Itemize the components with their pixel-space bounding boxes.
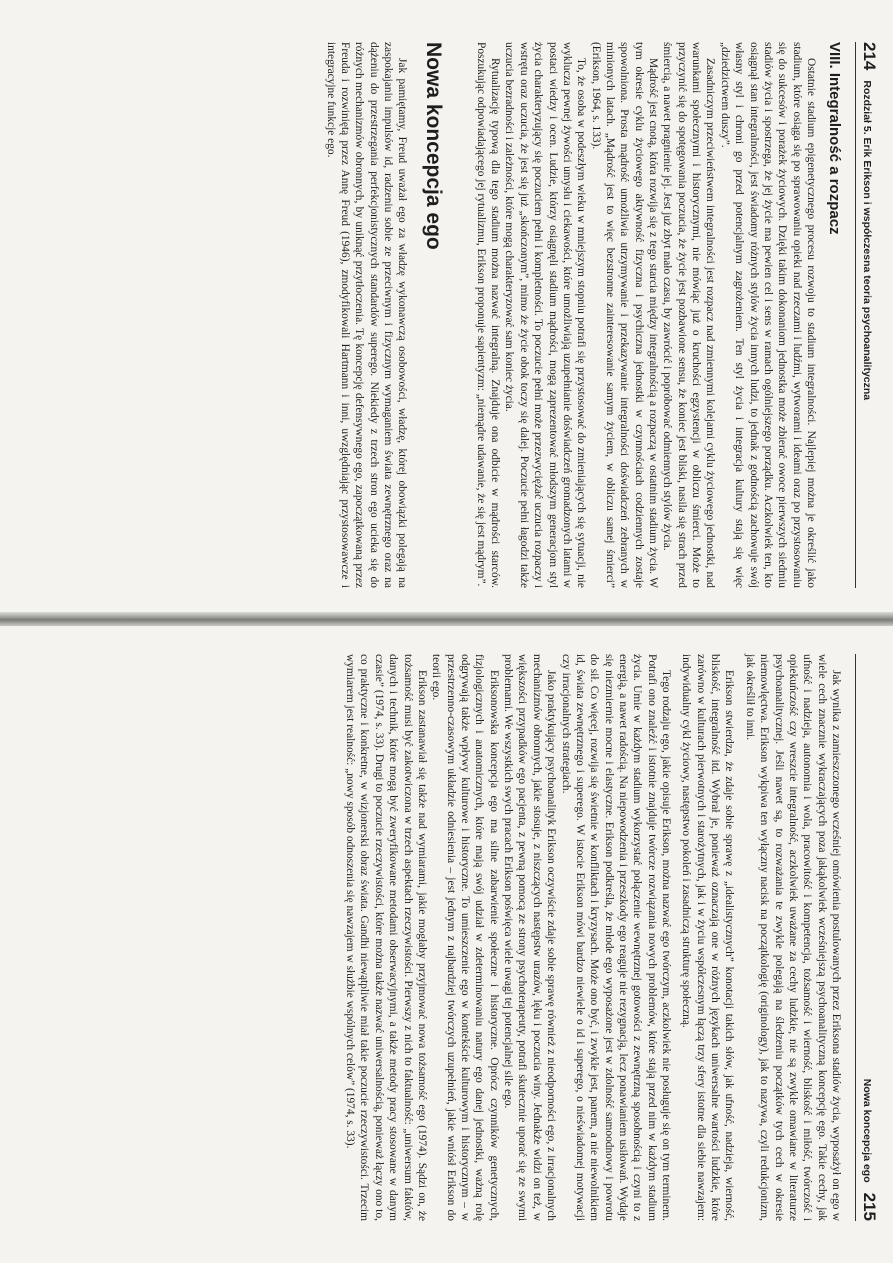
right-running-head xyxy=(855,654,879,1221)
left-paragraph: Ostatnie stadium epigenetycznego procesu rozwoju to stadium integralności. Najlepiej można je określić jako stadium, które osiąga się po sprawowaniu opieki nad rzeczami i ludźmi, wytworami i ideami oraz po przystosowaniu się do sukcesów i porażek życiowych. Dzięki takim dokonaniom jednostka może zbierać owoce pierwszych siedmiu stadiów życia i spostrzega, że jej życie ma pewien cel i sens w ramach ogólniejszego porządku. Aczkolwiek ten, kto osiągnął stan integralności, jest świadomy różnych stylów życia innych ludzi, to jednak z godnością zachowuje swój własny styl i chroni go przed potencjalnym zagrożeniem. Ten styl życia i integracja kultury stają się więc „dziedzictwem duszy”. xyxy=(718,42,817,588)
section-title: VIII. Integralność a rozpacz xyxy=(826,42,843,235)
left-paragraph: Rytualizację typową dla tego stadium można nazwać integralną. Znajduje ona odbicie w mądrości starców. Poszukując odpowiadającego jej rytualizmu, Erikson proponuje sapientyzm: „niemądre udawanie, że się jest mądrym”. xyxy=(474,42,502,588)
left-running-head xyxy=(855,42,879,588)
right-paragraph: Tego rodzaju ego, jakie opisuje Erikson, można nazwać ego twórczym, aczkolwiek nie posługuje się on tym terminem. Potrafi ono znaleźć i istotnie znajduje twórcze rozwiązania nowych problemów, które stają przed nim w każdym stadium życia. Umie w każdym stadium wykorzystać połączenie wewnętrznej gotowości z zewnętrzną sposobnością i czyni to z energią, a nawet radością. Na niepowodzenia i przeszkody ego reaguje nie rezygnacją, lecz ponawianiem usiłowań. Wydaje się niezmiernie mocne i elastyczne. Erikson podkreśla, że młode ego wyposażone jest w zdolność samoodnowy i powrotu do sił. Co więcej, rozwija się świetnie w konfliktach i kryzysach. Może ono być, i zwykle jest, panem, a nie niewolnikiem id, świata zewnętrznego i superego. W istocie Erikson mówi bardzo niewiele o id i superego, o nieświadomej motywacji czy irracjonalnych strategiach. xyxy=(559,654,673,1221)
right-paragraph: Erikson zastanawiał się także nad wymiarami, jakie mogłaby przyjmować nowa tożsamość ego (1974). Sądzi on, że tożsamość musi być zakotwiczona w trzech aspektach rzeczywistości. Pierwszy z nich to faktualność: „uniwersum faktów, danych i technik, które mogą być zweryfikowane metodami obserwacyjnymi, a także metody pracy stosowane w danym czasie” (1974, s. 33). Drugi to poczucie rzeczywistości, które można także nazwać uniwersalnością, ponieważ łączy ono to, co praktyczne i konkretne, w wizjonerski obraz świata. Gandhi niewątpliwie miał takie poczucie rzeczywistości. Trzecim wymiarem jest realność: „nowy sposób odnoszenia się nawzajem w służbie wspólnych celów” (1974, s. 33). xyxy=(344,654,428,1221)
right-paragraph: Eriksonowska koncepcja ego ma silne zabarwienie społeczne i historyczne. Oprócz czynników genetycznych, fizjologicznych i anatomicznych, które mają swój udział w zdeterminowaniu natury ego danej jednostki, ważną rolę odgrywają także wpływy kulturowe i historyczne. To umieszczenie ego w kontekście kulturowym i historycznym – w przestrzenno-czasowym układzie odniesienia – jest jednym z najbardziej twórczych uzupełnień, jakie wniósł Erikson do teorii ego. xyxy=(430,654,500,1221)
right-paragraph: Jako praktykujący psychoanalityk Erikson oczywiście zdaje sobie sprawę również z nieodporności ego, z irracjonalnych mechanizmów obronnych, jakie stosuje, z niszczących następstw urazów, lęku i poczucia winy. Jednakże widzi on też, w większości przypadków ego pacjenta, z pewną pomocą ze strony psychoterapeuty, potrafi skutecznie uporać się ze swymi problemami. We wszystkich swych pracach Erikson poświęca wiele uwagi tej potencjalnej sile ego. xyxy=(502,654,558,1221)
left-running-head-text: Rozdział 5. Erik Erikson i współczesna teoria psychoanalityczna xyxy=(861,80,873,401)
left-page xyxy=(0,0,893,618)
left-paragraph: To, że osoba w podeszłym wieku w mniejszym stopniu potrafi się przystosować do zmieniających się sytuacji, nie wyklucza pewnej żywości umysłu i ciekawości, które umożliwiają uzupełnianie doświadczeń gromadzonych latami w postaci wiedzy i ocen. Ludzie, którzy osiągnęli stadium mądrości, mogą zaprezentować młodszym generacjom styl życia charakteryzujący się poczuciem pełni i kompletności. To poczucie pełni może przezwyciężać uczucia rozpaczy i wstrętu oraz uczucia, że jest się już „skończonym”, mimo że życie obok toczy się dalej. Poczucie pełni łagodzi także uczucia bezradności i zależności, które mogą charakteryzować sam koniec życia. xyxy=(503,42,588,588)
right-page xyxy=(0,624,893,1263)
left-page-number: 214 xyxy=(860,42,879,71)
left-paragraph: Mądrość jest cnotą, która rozwija się z tego starcia między integralnością a rozpaczą w ostatnim stadium życia. W tym okresie cyklu życiowego aktywność fizyczna i psychiczna jednostki w czynnościach codziennych zostaje spowolniona. Prosta mądrość umożliwia utrzymywanie i przekazywanie integralności doświadczeń zebranych w minionych latach. „Mądrość jest to więc bezstronne zainteresowanie samym życiem, w obliczu samej śmierci” (Erikson, 1964, s. 133). xyxy=(589,42,660,588)
section2-title: Nowa koncepcja ego xyxy=(422,42,446,250)
right-page-number: 215 xyxy=(860,1192,879,1221)
left-paragraph: Zasadniczym przeciwieństwem integralności jest rozpacz nad zmiennymi kolejami cyklu życiowego jednostki, nad warunkami społecznymi i historycznymi, nie mówiąc już o kruchości egzystencji w obliczu śmierci. Może to przyczynić się do spotęgowania poczucia, że życie jest pozbawione sensu, że koniec jest bliski, nasila się strach przed śmiercią, a nawet pragnienie jej. Jest już zbyt mało czasu, by zawrócić i popróbować odmiennych stylów życia. xyxy=(661,42,717,588)
left-paragraph: Jak pamiętamy, Freud uważał ego za władzę wykonawczą osobowości, władzę, której obowiązki polegają na zaspokajaniu impulsów id, radzeniu sobie ze przeciwnym i fizycznym wymaganiem świata zewnętrznego oraz na dążeniu do przestrzegania perfekcjonistycznych standardów superego. Niekiedy z trzech stron ego ucieka się do różnych mechanizmów obronnych, by uniknąć przytłoczenia. Tę koncepcję defensywnego ego, zapoczątkowaną przez Freuda i rozwiniętą przez Annę Freud (1946), zmodyfikowali Hartmann i inni, uwzględniając przystosowawcze i integracyjne funkcje ego. xyxy=(324,42,409,588)
right-running-head-text: Nowa koncepcja ego xyxy=(861,1078,873,1183)
right-paragraph: Jak wynika z zamieszczonego wcześniej omówienia postulowanych przez Eriksona stadiów życia, wyposażył on ego w wiele cech znacznie wykraczających poza jakąkolwiek wcześniejszą psychoanalityczną koncepcję ego. Takie cechy, jak ufność i nadzieja, autonomia i wola, pracowitość i kompetencja, tożsamość i wierność, bliskość i miłość, twórczość i opiekuńczość czy wreszcie integralność, aczkolwiek uważane za cechy ludzkie, nie są zwykle omawiane w literaturze psychoanalitycznej. Jeśli nawet są, to rozważania te zwykle polegają na śledzeniu początków tych cech w okresie niemowlęctwa. Erikson wykpiwa ten wyłączny nacisk na początkologię (originology), jak to nazywa, czyli redukcjonizm, jak określił to inni. xyxy=(743,654,842,1221)
right-paragraph: Erikson stwierdza, że zdaje sobie sprawę z „idealistycznych” konotacji takich słów, jak ufność, nadzieja, wierność, bliskość, integralność itd. Wybrał je, ponieważ oznaczają one w różnych językach uniwersalne wartości ludzkie, które zarówno w kulturach pierwotnych i starożytnych, jak i w życiu współczesnym łączą trzy sfery istotne dla siebie nawzajem: indywidualny cykl życiowy, następstwo pokoleń i zasadniczą strukturę społeczną. xyxy=(680,654,736,1221)
